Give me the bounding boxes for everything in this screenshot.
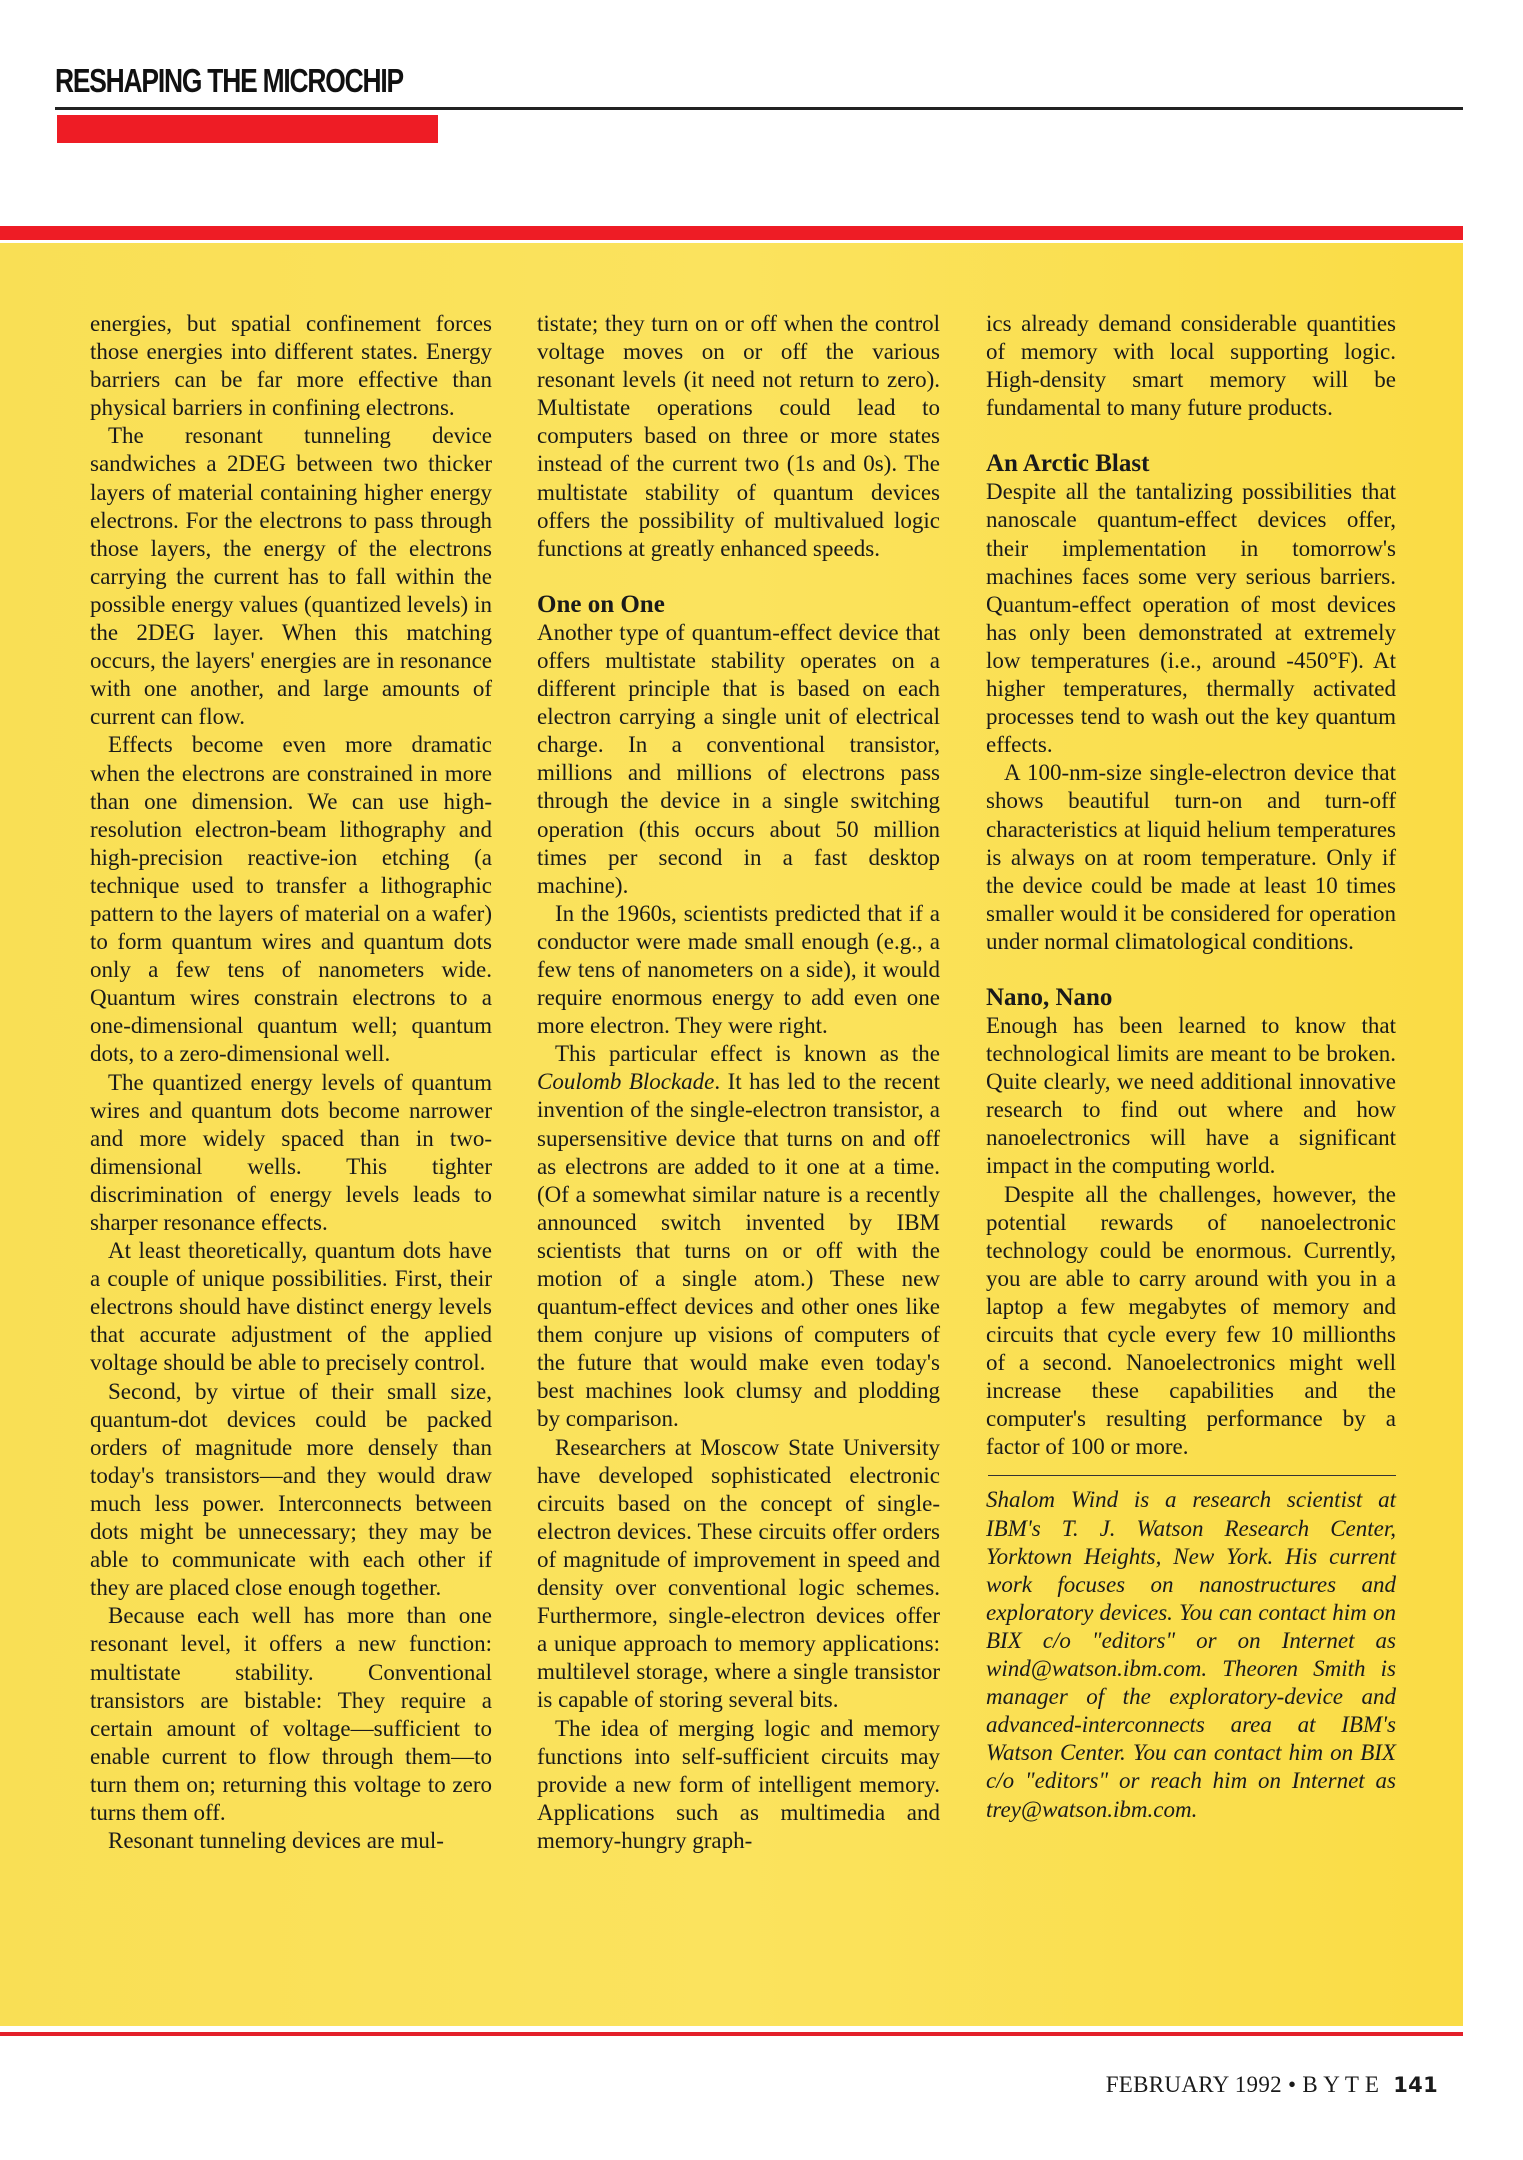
paragraph: Resonant tunneling devices are mul- [108,1828,444,1854]
page-number: 141 [1393,2073,1438,2097]
paragraph: Another type of quantum-effect device that offers multistate stability operates on a different principle that is based on each electron carrying a single unit of electrical charge. In a conventional transistor, millions and millions of electrons pass through the device in a single switching operation (this occurs about 50 million times per second in a fast desktop machine). [537,619,940,898]
column-3 [986,310,1396,1824]
paragraph: At least theoretically, quantum dots have a couple of unique possibilities. First, their electrons should have distinct energy levels that accurate adjustment of the applied voltage should be able to precisely control. [90,1238,492,1376]
text: This particular effect is known as the [555,1041,940,1067]
header-rule [55,107,1463,110]
author-bio: Shalom Wind is a research scientist at IBM's T. J. Watson Research Center, Yorktown Heights, New York. His current work focuses on nanostructures and exploratory devices. You can contact him on BIX c/o "editors" or on Internet as wind@watson.ibm.com. Theoren Smith is manager of the exploratory-device and advanced-interconnects area at IBM's Watson Center. You can contact him on BIX c/o "editors" or reach him on Internet as trey@watson.ibm.com. [986,1487,1396,1822]
paragraph: A 100-nm-size single-electron device that shows beautiful turn-on and turn-off characteristics at liquid helium temperatures is always on at room temperature. Only if the device could be made at least 10 times smaller would it be considered for operation under normal climatological conditions. [986,760,1396,954]
paragraph: Second, by virtue of their small size, quantum-dot devices could be packed orders of magnitude more densely than today's transistors—and they would draw much less power. Interconnects between dots might be unnecessary; they may be able to communicate with each other if they are placed close enough together. [90,1378,492,1601]
emphasis-term: Coulomb Blockade [537,1069,715,1095]
paragraph: Despite all the challenges, however, the potential rewards of nanoelectronic technology could be enormous. Currently, you are able to carry around with you in a laptop a few megabytes of memory and circuits that cycle every few 10 millionths of a second. Nanoelectronics might well increase these capabilities and the computer's resulting performance by a factor of 100 or more. [986,1181,1396,1460]
paragraph: Because each well has more than one resonant level, it offers a new function: multistate stability. Conventional transistors are bistable: They require a certain amount of voltage—sufficient to enable current to flow through them—to turn them on; returning this voltage to zero turns them off. [90,1603,492,1825]
column-2 [537,310,940,1855]
paragraph: Effects become even more dramatic when the electrons are constrained in more than one dimension. We can use high-resolution electron-beam lithography and high-precision reactive-ion etching (a technique used to transfer a lithographic pattern to the layers of material on a wafer) to form quantum wires and quantum dots only a few tens of nanometers wide. Quantum wires constrain electrons to a one-dimensional quantum well; quantum dots, to a zero-dimensional well. [90,732,492,1067]
subheading-arctic-blast: An Arctic Blast [986,450,1150,478]
paragraph: tistate; they turn on or off when the control voltage moves on or off the various resonant levels (it need not return to zero). Multistate operations could lead to computers based on three or more states instead of the current two (1s and 0s). The multistate stability of quantum devices offers the possibility of multivalued logic functions at greatly enhanced speeds. [537,311,940,561]
paragraph: The quantized energy levels of quantum wires and quantum dots become narrower and more widely spaced than in two-dimensional wells. This tighter discrimination of energy levels leads to sharper resonance effects. [90,1069,492,1235]
bio-divider [988,1475,1396,1476]
paragraph: Enough has been learned to know that technological limits are meant to be broken. Quite clearly, we need additional innovative research to find out where and how nanoelectronics will have a significant impact in the computing world. [986,1012,1396,1179]
red-accent-tab [57,115,438,143]
section-title: RESHAPING THE MICROCHIP [55,62,403,99]
paragraph: Despite all the tantalizing possibilities that nanoscale quantum-effect devices offer, their implementation in tomorrow's machines faces some very serious barriers. Quantum-effect operation of most devices has only been demonstrated at extremely low temperatures (i.e., around -450°F). At higher temperatures, thermally activated processes tend to wash out the key quantum effects. [986,479,1396,758]
paragraph: ics already demand considerable quantities of memory with local supporting logic. High-density smart memory will be fundamental to many future products. [986,311,1396,421]
issue-label: FEBRUARY 1992 • B Y T E [1105,2072,1380,2097]
paragraph: In the 1960s, scientists predicted that if a conductor were made small enough (e.g., a few tens of nanometers on a side), it would require enormous energy to add even one more electron. They were right. [537,900,940,1039]
text: . It has led to the recent invention of the single-electron transistor, a supersensitive device that turns on and off as electrons are added to it one at a time. (Of a somewhat similar nature is a recently announced switch invented by IBM scientists that turns on or off with the motion of a single atom.) These new quantum-effect devices and other ones like them conjure up visions of computers of the future that would make even today's best machines look clumsy and plodding by comparison. [537,1069,940,1432]
paragraph: energies, but spatial confinement forces those energies into different states. Energy barriers can be far more effective than physical barriers in confining electrons. [90,311,492,421]
paragraph: The resonant tunneling device sandwiches a 2DEG between two thicker layers of material containing higher energy electrons. For the electrons to pass through those layers, the energy of the electrons carrying the current has to fall within the possible energy values (quantized levels) in the 2DEG layer. When this matching occurs, the layers' energies are in resonance with one another, and large amounts of current can flow. [90,423,492,730]
paragraph [537,1040,940,1433]
subheading-one-on-one: One on One [537,590,665,618]
page-footer [1106,2072,1438,2098]
paragraph: Researchers at Moscow State University have developed sophisticated electronic circuits based on the concept of single-electron devices. These circuits offer orders of magnitude of improvement in speed and density over conventional logic schemes. Furthermore, single-electron devices offer a unique approach to memory applications: multilevel storage, where a single transistor is capable of storing several bits. [537,1434,940,1713]
subheading-nano-nano: Nano, Nano [986,983,1113,1011]
red-band [0,226,1463,240]
paragraph: The idea of merging logic and memory functions into self-sufficient circuits may provide a new form of intelligent memory. Applications such as multimedia and memory-hungry graph- [537,1715,940,1853]
column-1 [90,310,492,1855]
bottom-red-rule [0,2032,1463,2036]
